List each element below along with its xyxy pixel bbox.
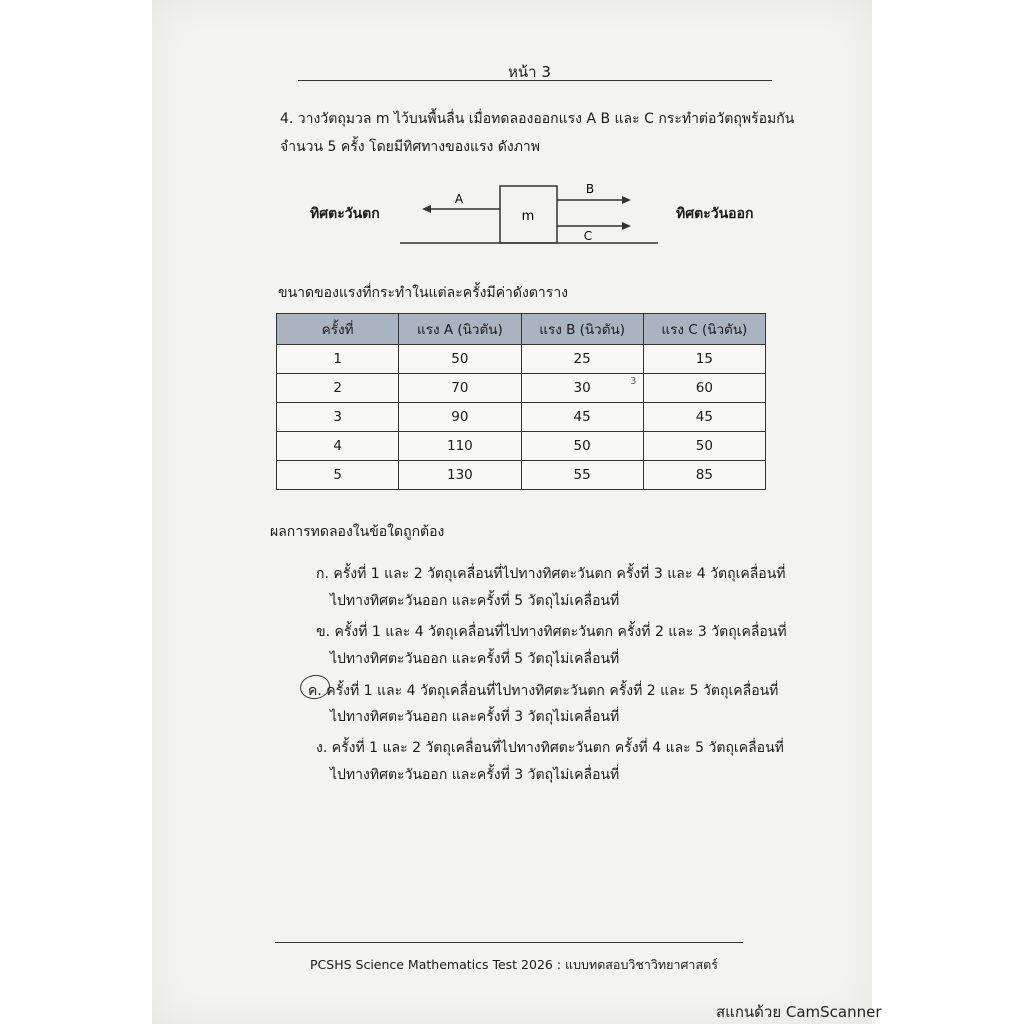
force-b-arrowhead [622,196,631,204]
table-cell: 70 [399,374,521,403]
east-label: ทิศตะวันออก [676,206,754,222]
table-cell: 55 [521,461,643,490]
table-cell: 3 [277,403,399,432]
choice-c-line2: ไปทางทิศตะวันออก และครั้งที่ 3 วัตถุไม่เคลื่อนที่ [330,709,620,725]
force-c-arrowhead [622,222,631,230]
table-row [277,403,766,432]
footer-rule [275,942,743,943]
table-row [277,461,766,490]
force-a-arrowhead [422,205,431,213]
table-cell: 45 [521,403,643,432]
table-cell: 2 [277,374,399,403]
column-header-force-a: แรง A (นิวตัน) [399,314,521,345]
column-header-trial: ครั้งที่ [277,314,399,345]
force-diagram [400,180,670,250]
table-caption: ขนาดของแรงที่กระทำในแต่ละครั้งมีค่าดังตาราง [278,285,569,301]
choice-b-line2: ไปทางทิศตะวันออก และครั้งที่ 5 วัตถุไม่เคลื่อนที่ [330,651,620,667]
column-header-force-b: แรง B (นิวตัน) [521,314,643,345]
table-cell: 5 [277,461,399,490]
choice-d-line2: ไปทางทิศตะวันออก และครั้งที่ 3 วัตถุไม่เคลื่อนที่ [330,767,620,783]
table-cell: 85 [643,461,765,490]
header-rule [298,80,772,81]
table-header-row [277,314,766,345]
table-cell: 50 [521,432,643,461]
mass-label: m [521,209,535,224]
table-cell: 30 [521,374,643,403]
table-cell: 130 [399,461,521,490]
results-question: ผลการทดลองในข้อใดถูกต้อง [270,524,445,540]
pencil-note: 3 [630,376,637,387]
table-cell: 4 [277,432,399,461]
choice-b-line1: ข. ครั้งที่ 1 และ 4 วัตถุเคลื่อนที่ไปทางทิศตะวันตก ครั้งที่ 2 และ 3 วัตถุเคลื่อนที่ [316,624,787,640]
question-text-line1: 4. วางวัตถุมวล m ไว้บนพื้นลื่น เมื่อทดลองออกแรง A B และ C กระทำต่อวัตถุพร้อมกัน [280,111,795,127]
choice-d-line1: ง. ครั้งที่ 1 และ 2 วัตถุเคลื่อนที่ไปทางทิศตะวันตก ครั้งที่ 4 และ 5 วัตถุเคลื่อนที่ [316,740,784,756]
force-a-label: A [454,192,464,206]
table-cell: 1 [277,345,399,374]
question-text-line2: จำนวน 5 ครั้ง โดยมีทิศทางของแรง ดังภาพ [280,139,541,155]
table-row [277,432,766,461]
force-b-label: B [585,182,595,196]
force-c-label: C [583,229,593,243]
table-row [277,345,766,374]
table-cell: 90 [399,403,521,432]
force-table [276,313,766,490]
choice-c-line1: ค. ครั้งที่ 1 และ 4 วัตถุเคลื่อนที่ไปทางทิศตะวันตก ครั้งที่ 2 และ 5 วัตถุเคลื่อนที่ [308,683,779,699]
page-header: หน้า 3 [508,63,551,81]
table-row [277,374,766,403]
table-cell: 110 [399,432,521,461]
table-cell: 15 [643,345,765,374]
page-footer: PCSHS Science Mathematics Test 2026 : แบบทดสอบวิชาวิทยาศาสตร์ [310,957,718,972]
table-cell: 25 [521,345,643,374]
choice-a-line1: ก. ครั้งที่ 1 และ 2 วัตถุเคลื่อนที่ไปทางทิศตะวันตก ครั้งที่ 3 และ 4 วัตถุเคลื่อนที่ [316,566,786,582]
west-label: ทิศตะวันตก [310,206,380,222]
table-cell: 50 [399,345,521,374]
table-cell: 60 [643,374,765,403]
camscanner-watermark: สแกนด้วย CamScanner [716,1003,882,1021]
table-cell: 45 [643,403,765,432]
table-cell: 50 [643,432,765,461]
column-header-force-c: แรง C (นิวตัน) [643,314,765,345]
choice-a-line2: ไปทางทิศตะวันออก และครั้งที่ 5 วัตถุไม่เคลื่อนที่ [330,593,620,609]
